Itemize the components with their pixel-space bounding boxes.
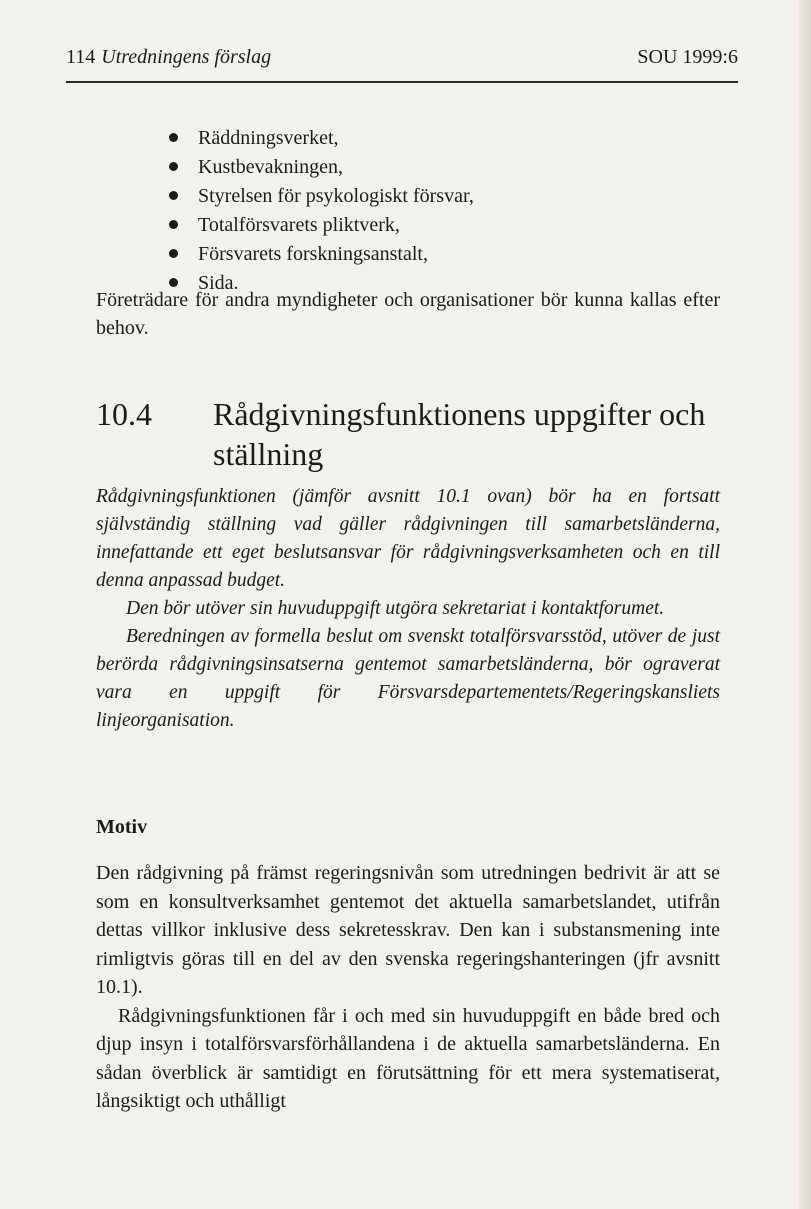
bullet-icon (169, 133, 178, 142)
proposal-paragraph: Beredningen av formella beslut om svenskt totalförsvarsstöd, utöver de just berörda rådgivningsinsatserna gentemot samarbetsländerna, bör ograverat vara en uppgift för Försvarsdepartementets/Regeringskansliets linjeorganisation. (96, 626, 720, 731)
list-item: Sida. (169, 269, 474, 298)
proposal-paragraph: Den bör utöver sin huvuduppgift utgöra sekretariat i kontaktforumet. (126, 598, 665, 619)
proposal-text (96, 483, 720, 735)
section-title: Rådgivningsfunktionens uppgifter och ställning (213, 396, 706, 472)
list-item: Försvarets forskningsanstalt, (169, 240, 474, 269)
motiv-text (96, 859, 720, 1116)
list-item: Styrelsen för psykologiskt försvar, (169, 182, 474, 211)
bullet-icon (169, 191, 178, 200)
bullet-icon (169, 249, 178, 258)
running-title: Utredningens förslag (101, 46, 272, 68)
proposal-paragraph: Rådgivningsfunktionen (jämför avsnitt 10.1 ovan) bör ha en fortsatt självständig ställning vad gäller rådgivningen till samarbetsländerna, innefattande ett eget beslutsansvar för rådgivningsverksamheten och en till denna anpassad budget. (96, 486, 720, 591)
list-item: Totalförsvarets pliktverk, (169, 211, 474, 240)
agency-bullet-list (169, 124, 474, 298)
bullet-icon (169, 220, 178, 229)
page-edge-shadow (799, 0, 811, 1209)
list-item: Räddningsverket, (169, 124, 474, 153)
page-number: 114 (66, 46, 96, 68)
document-id: SOU 1999:6 (637, 46, 738, 68)
intro-paragraph: Företrädare för andra myndigheter och organisationer bör kunna kallas efter behov. (96, 289, 720, 339)
body-paragraph: Den rådgivning på främst regeringsnivån som utredningen bedrivit är att se som en konsultverksamhet gentemot det aktuella samarbetslandet, utifrån dettas villkor inklusive dess sekretesskrav. Den kan i substansmening inte rimligtvis göras till en del av den svenska regeringshanteringen (jfr avsnitt 10.1). (96, 862, 720, 998)
motiv-heading: Motiv (96, 816, 148, 838)
header-rule (66, 81, 738, 83)
section-number: 10.4 (96, 396, 152, 432)
list-item: Kustbevakningen, (169, 153, 474, 182)
bullet-icon (169, 278, 178, 287)
body-paragraph: Rådgivningsfunktionen får i och med sin huvuduppgift en både bred och djup insyn i totalförsvarsförhållandena i de aktuella samarbetsländerna. En sådan överblick är samtidigt en förutsättning för ett mera systematiserat, långsiktigt och uthålligt (96, 1004, 720, 1112)
bullet-icon (169, 162, 178, 171)
